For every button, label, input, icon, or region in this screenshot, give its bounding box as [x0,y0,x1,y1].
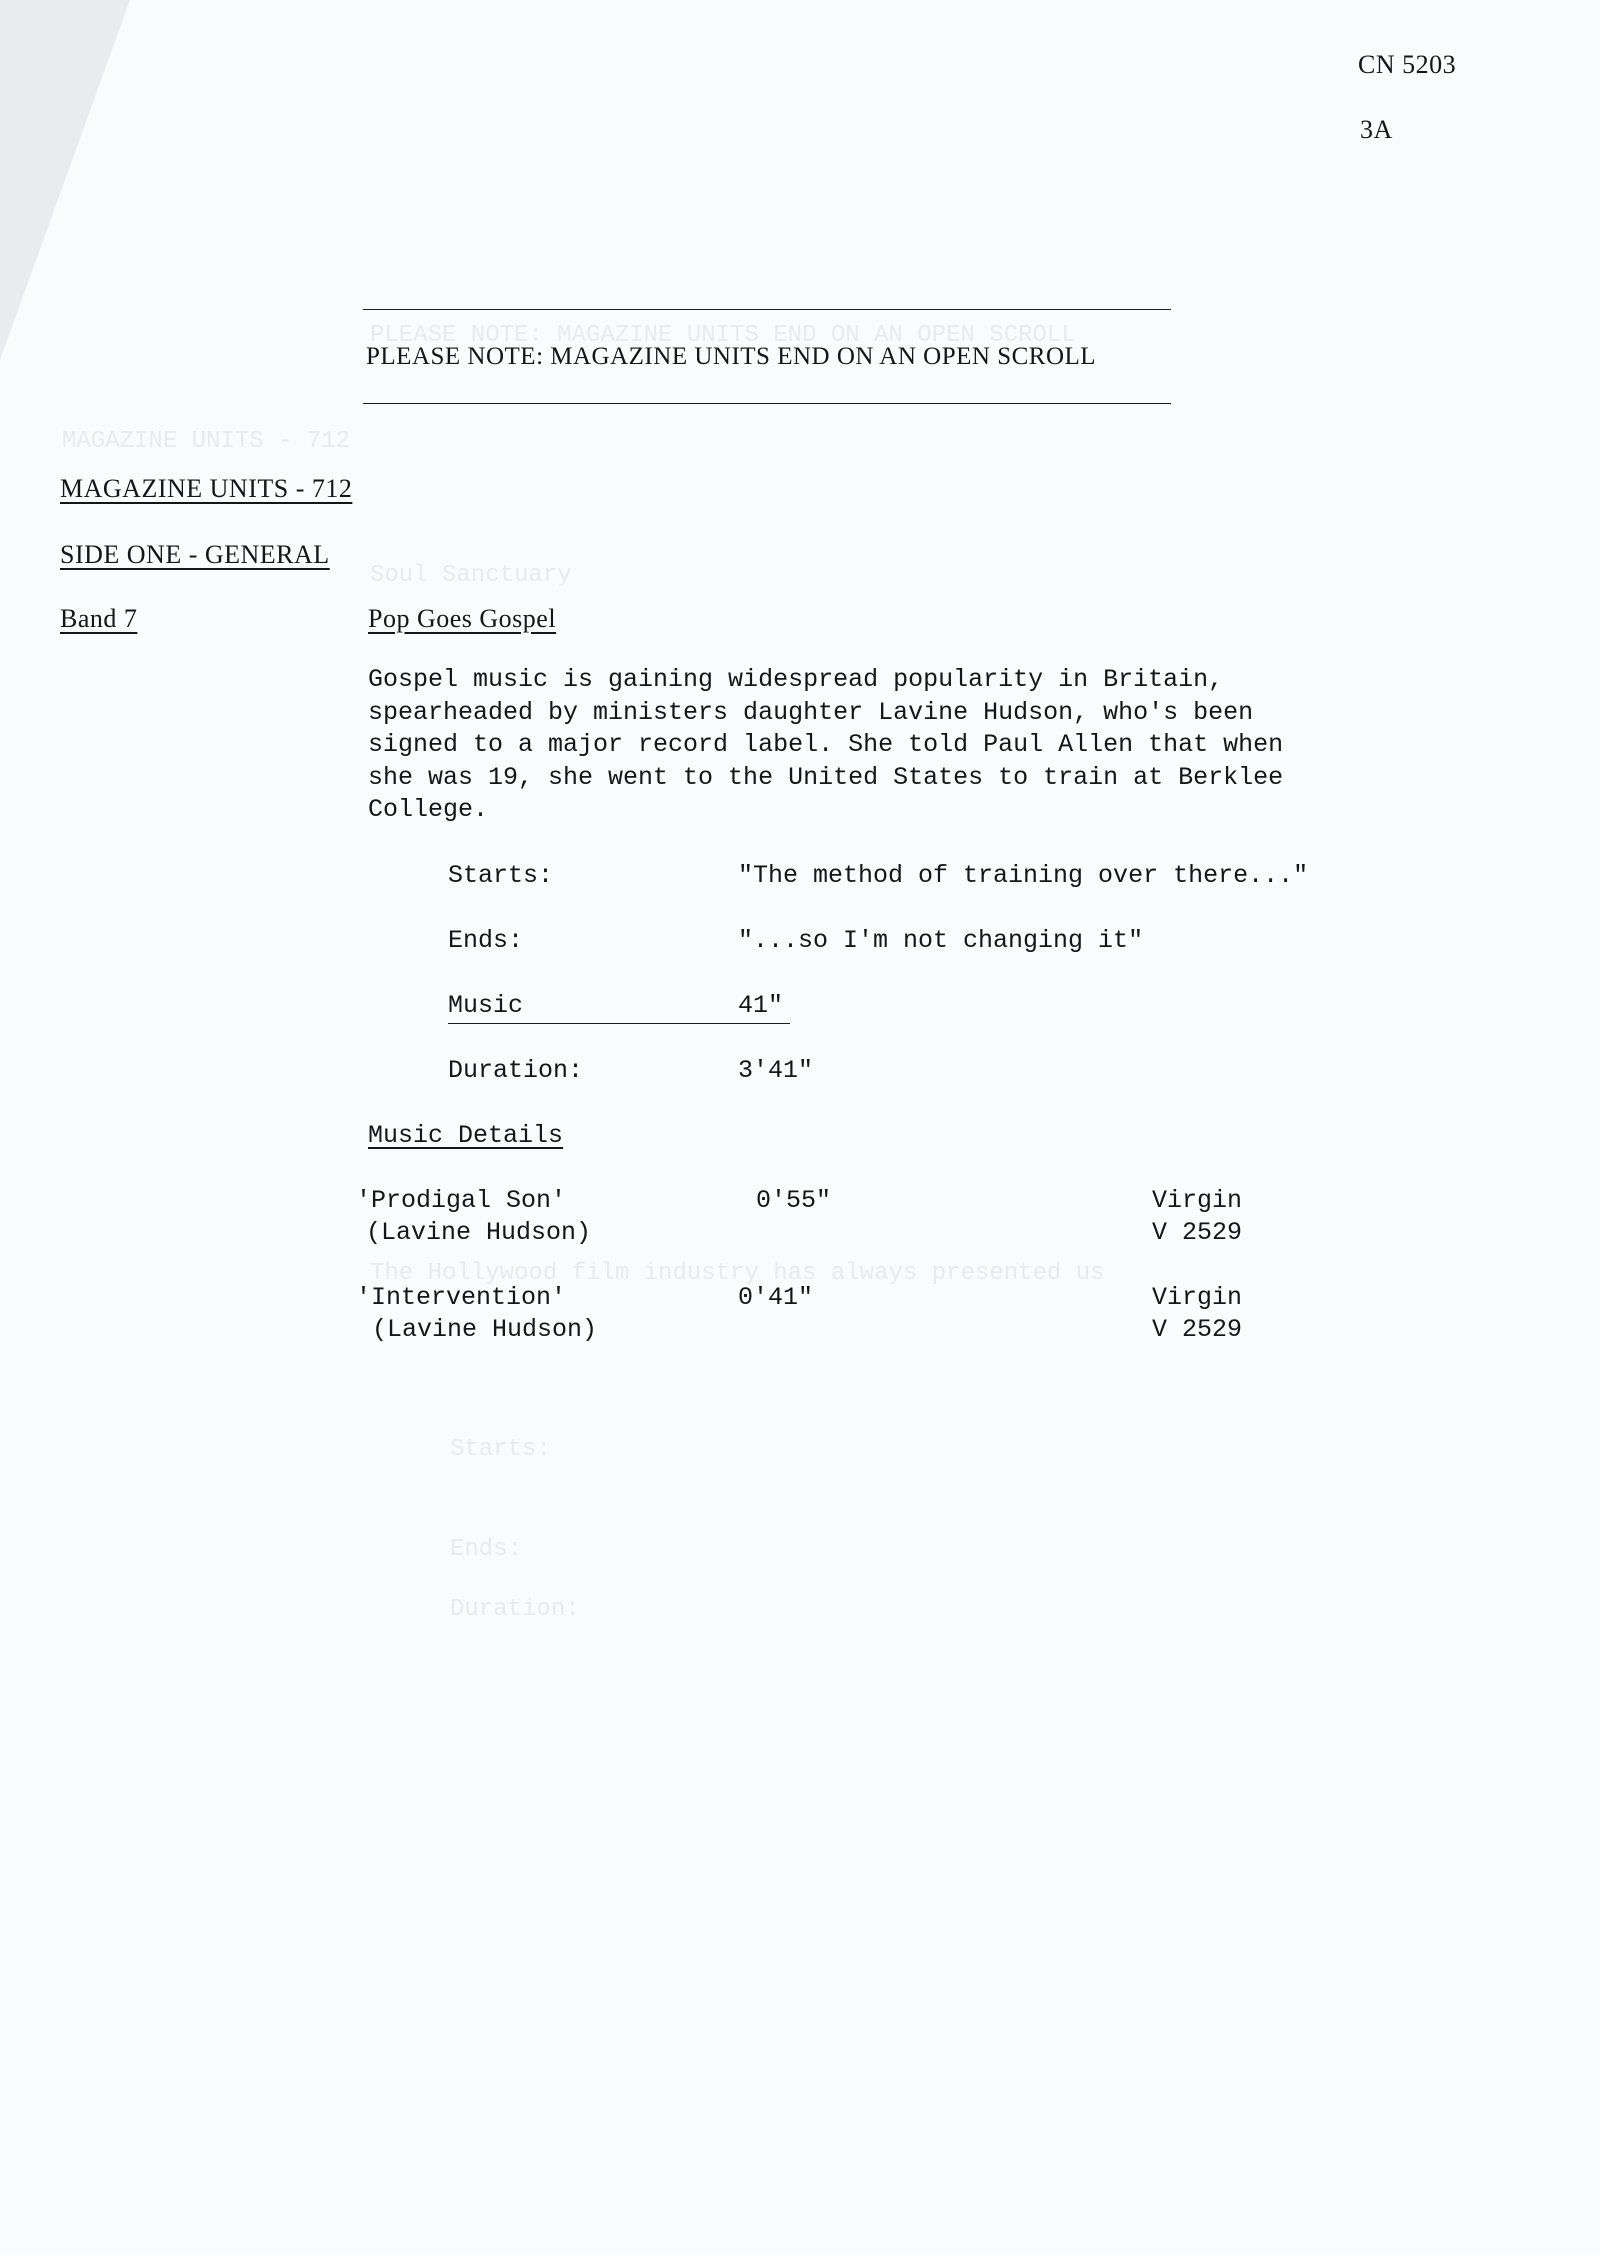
paragraph-line: College. [368,795,489,824]
show-through: Soul Sanctuary [370,562,572,589]
show-through: Ends: [450,1536,523,1563]
duration-value: 3'41" [738,1056,814,1085]
music-value: 41" [738,991,784,1020]
music-underline [448,1023,790,1024]
track-catalog: V 2529 [1152,1218,1243,1247]
track-time: 0'55" [756,1186,832,1215]
show-through: MAGAZINE UNITS - 712 [62,428,351,455]
duration-label: Duration: [448,1056,584,1085]
show-through: PLEASE NOTE: MAGAZINE UNITS END ON AN OPEN SCROLL [370,322,1076,349]
torn-corner [0,0,130,360]
paragraph-line: Gospel music is gaining widespread popularity in Britain, [368,665,1224,694]
track-title: 'Prodigal Son' [356,1186,567,1215]
track-catalog: V 2529 [1152,1315,1243,1344]
band-label: Band 7 [60,604,138,633]
paragraph-line: spearheaded by ministers daughter Lavine Hudson, who's been [368,697,1254,727]
track-label: Virgin [1152,1186,1243,1215]
track-time: 0'41" [738,1283,814,1312]
show-through: Starts: [450,1436,551,1463]
paragraph-line: signed to a major record label. She told Paul Allen that when [368,730,1284,759]
paragraph-line: she was 19, she went to the United States to train at Berklee [368,762,1284,792]
starts-label: Starts: [448,861,554,890]
page-number: 3A [1360,115,1393,144]
notice-top-rule [363,309,1171,310]
section-title: MAGAZINE UNITS - 712 [60,474,353,503]
ends-value: "...so I'm not changing it" [738,926,1144,955]
track-title: 'Intervention' [356,1283,567,1312]
notice-text: PLEASE NOTE: MAGAZINE UNITS END ON AN OPEN SCROLL [366,343,1097,370]
music-details-heading: Music Details [368,1121,564,1150]
show-through: The Hollywood film industry has always presented us [370,1260,1105,1287]
track-label: Virgin [1152,1283,1243,1312]
band-description [368,664,1388,827]
notice-bottom-rule [363,403,1171,404]
track-artist: (Lavine Hudson) [372,1315,598,1344]
show-through: Duration: [450,1596,580,1623]
band-title: Pop Goes Gospel [368,604,557,633]
music-label: Music [448,991,524,1020]
side-heading: SIDE ONE - GENERAL [60,540,330,569]
starts-value: "The method of training over there..." [738,861,1309,890]
track-artist: (Lavine Hudson) [366,1218,592,1247]
ends-label: Ends: [448,926,524,955]
document-reference: CN 5203 [1358,50,1457,79]
